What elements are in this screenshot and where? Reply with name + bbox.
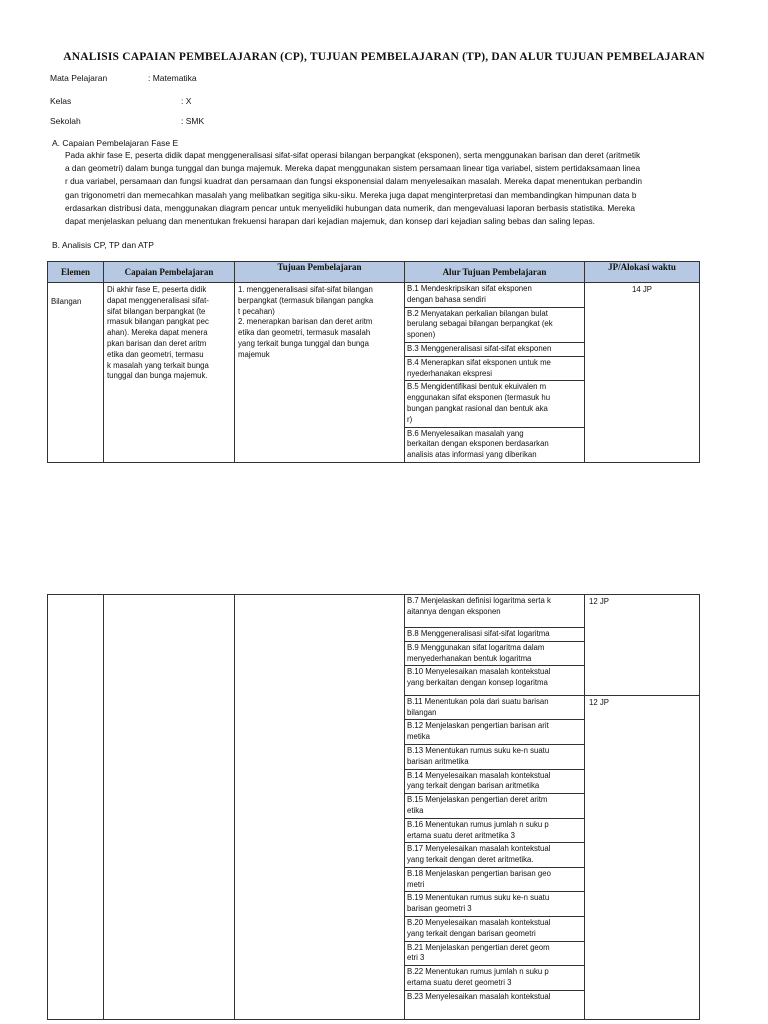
tp-cell — [235, 283, 405, 463]
atp-item: B.4 Menerapkan sifat eksponen untuk me nyederhanakan ekspresi — [405, 357, 584, 382]
cp-cell — [104, 283, 235, 463]
page-title: ANALISIS CAPAIAN PEMBELAJARAN (CP), TUJUAN PEMBELAJARAN (TP), DAN ALUR TUJUAN PEMBELAJARAN — [63, 51, 705, 63]
cp-cell-line: Di akhir fase E, peserta didik — [107, 285, 207, 294]
atp-item: B.5 Mengidentifikasi bentuk ekuivalen m enggunakan sifat eksponen (termasuk hu bungan pangkat rasional dan bentuk aka r) — [405, 381, 584, 427]
cp-line: Pada akhir fase E, peserta didik dapat menggeneralisasi sifat-sifat operasi bilangan berpangkat (eksponen), serta menggunakan barisan dan deret (aritmetik — [65, 150, 641, 160]
tp-cell-empty — [235, 595, 405, 1020]
table-row — [48, 595, 700, 696]
atp-item: B.3 Menggeneralisasi sifat-sifat eksponen — [405, 343, 584, 357]
elemen-cell: Bilangan — [48, 283, 104, 463]
mapel-label: Mata Pelajaran — [50, 73, 108, 83]
cp-cell-line: dapat menggeneralisasi sifat- — [107, 295, 209, 305]
header-jp: JP/Alokasi waktu — [585, 262, 700, 283]
sekolah-value: : SMK — [181, 116, 205, 126]
atp-item: B.18 Menjelaskan pengertian barisan geo metri — [405, 868, 584, 893]
tp-cell-line: etika dan geometri, termasuk masalah — [238, 328, 371, 338]
table-header-row — [48, 262, 700, 283]
atp-item: B.8 Menggeneralisasi sifat-sifat logaritma — [405, 628, 584, 642]
cp-line: a dan geometri) dalam bunga tunggal dan bunga majemuk. Mereka dapat menggunakan sistem persamaan linear tiga variabel, sistem pertidaksamaan linea — [65, 163, 641, 174]
atp-item: B.17 Menyelesaikan masalah kontekstual yang terkait dengan deret aritmetika. — [405, 843, 584, 868]
table-row — [48, 283, 700, 463]
cp-line: gan trigonometri dan memecahkan masalah yang melibatkan segitiga siku-siku. Mereka juga dapat menginterpretasi dan membandingkan himpunan data b — [65, 189, 637, 200]
atp-item: B.10 Menyelesaikan masalah kontekstual yang berkaitan dengan konsep logaritma — [407, 667, 551, 688]
cp-cell-line: sifat bilangan berpangkat (te — [107, 306, 206, 316]
analysis-table-page2 — [47, 594, 700, 1020]
tp-cell-line: berpangkat (termasuk bilangan pangka — [238, 295, 374, 305]
header-atp: Alur Tujuan Pembelajaran — [405, 262, 585, 283]
atp-item: B.19 Menentukan rumus suku ke-n suatu barisan geometri 3 — [405, 892, 584, 917]
jp-cell-logaritma: 12 JP — [585, 595, 700, 696]
analysis-table-page1 — [47, 261, 700, 463]
atp-item: B.20 Menyelesaikan masalah kontekstual yang terkait dengan barisan geometri — [405, 917, 584, 942]
atp-item: B.7 Menjelaskan definisi logaritma serta k aitannya dengan eksponen — [405, 595, 584, 628]
mapel-value: : Matematika — [148, 73, 197, 83]
atp-item: B.16 Menentukan rumus jumlah n suku p ertama suatu deret aritmetika 3 — [405, 819, 584, 844]
tp-cell-line: 1. menggeneralisasi sifat-sifat bilangan — [238, 285, 373, 294]
cp-line: erdasarkan distribusi data, menggunakan diagram pencar untuk menyelidiki hubungan data numerik, dan mengevaluasi laporan berbasis statistika. Mereka — [65, 202, 636, 213]
atp-item: B.12 Menjelaskan pengertian barisan arit metika — [405, 720, 584, 745]
atp-item: B.21 Menjelaskan pengertian deret geom etri 3 — [405, 942, 584, 967]
atp-item: B.22 Menentukan rumus jumlah n suku p ertama suatu deret geometri 3 — [405, 966, 584, 991]
elemen-cell-empty — [48, 595, 104, 1020]
atp-item: B.14 Menyelesaikan masalah kontekstual yang terkait dengan barisan aritmetika — [405, 770, 584, 795]
atp-cell-barisan — [405, 695, 585, 1019]
cp-paragraph — [65, 149, 705, 228]
cp-cell-line: etika dan geometri, termasu — [107, 349, 204, 359]
cp-cell-line: pkan barisan dan deret aritm — [107, 338, 207, 348]
cp-cell-line: tunggal dan bunga majemuk. — [107, 371, 208, 381]
jp-cell-barisan: 12 JP — [585, 695, 700, 1019]
cp-cell-line: ahan). Mereka dapat menera — [107, 328, 208, 338]
tp-cell-line: t pecahan) — [238, 306, 275, 316]
section-a-heading: A. Capaian Pembelajaran Fase E — [52, 138, 179, 148]
kelas-label: Kelas — [50, 96, 72, 106]
tp-cell-line: 2. menerapkan barisan dan deret aritm — [238, 317, 373, 327]
atp-item: B.9 Menggunakan sifat logaritma dalam menyederhanakan bentuk logaritma — [405, 642, 584, 667]
cp-cell-empty — [104, 595, 235, 1020]
cp-line: r dua variabel, persamaan dan fungsi kuadrat dan persamaan dan fungsi eksponensial dalam menyelesaikan masalah. Mereka dapat menentukan perbandin — [65, 176, 642, 187]
atp-item: B.2 Menyatakan perkalian bilangan bulat berulang sebagai bilangan berpangkat (ek sponen) — [405, 308, 584, 343]
kelas-value: : X — [181, 96, 192, 106]
cp-line: dapat menjelaskan peluang dan menentukan frekuensi harapan dari kejadian majemuk, dan konsep dari kejadian saling bebas dan saling lepas. — [65, 216, 595, 227]
atp-item: B.11 Menentukan pola dari suatu barisan bilangan — [405, 696, 584, 721]
atp-item: B.6 Menyelesaikan masalah yang berkaitan dengan eksponen berdasarkan analisis atas informasi yang diberikan — [407, 428, 549, 460]
jp-cell: 14 JP — [585, 283, 700, 463]
atp-item: B.1 Mendeskripsikan sifat eksponen dengan bahasa sendiri — [405, 283, 584, 308]
atp-item: B.23 Menyelesaikan masalah kontekstual — [407, 991, 551, 1001]
cp-cell-line: rmasuk bilangan pangkat pec — [107, 317, 209, 327]
header-elemen: Elemen — [48, 262, 104, 283]
atp-cell-logaritma — [405, 595, 585, 696]
atp-item: B.13 Menentukan rumus suku ke-n suatu barisan aritmetika — [405, 745, 584, 770]
section-b-heading: B. Analisis CP, TP dan ATP — [52, 240, 154, 250]
header-tp: Tujuan Pembelajaran — [235, 262, 405, 283]
atp-item: B.15 Menjelaskan pengertian deret aritm etika — [405, 794, 584, 819]
atp-cell — [405, 283, 585, 463]
tp-cell-line: majemuk — [238, 349, 270, 359]
sekolah-label: Sekolah — [50, 116, 81, 126]
cp-cell-line: k masalah yang terkait bunga — [107, 360, 209, 370]
header-cp: Capaian Pembelajaran — [104, 262, 235, 283]
tp-cell-line: yang terkait bunga tunggal dan bunga — [238, 338, 369, 348]
